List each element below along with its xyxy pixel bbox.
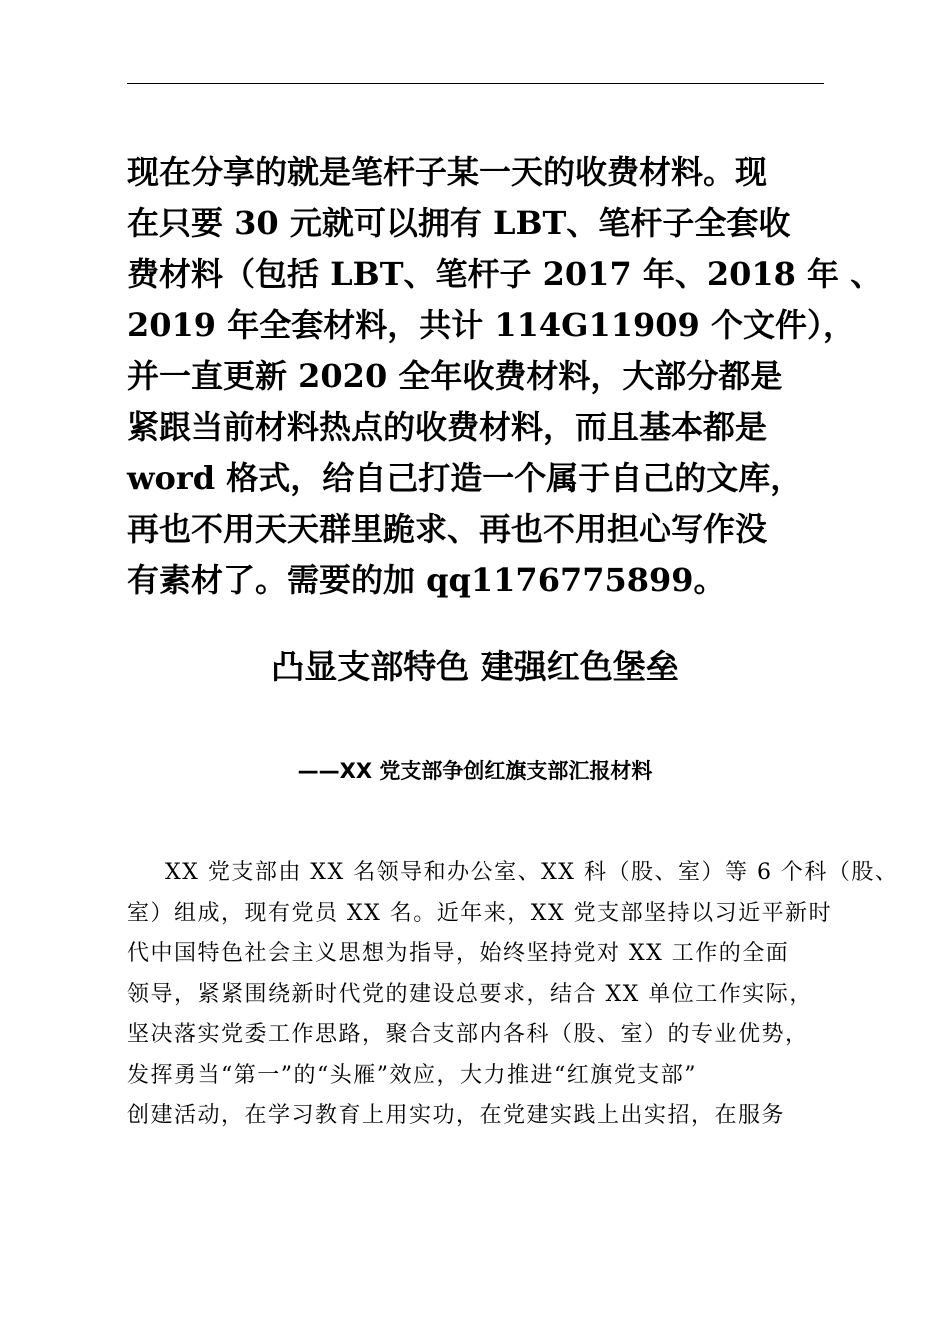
body-line: 代中国特色社会主义思想为指导，始终坚持党对 XX 工作的全面 — [127, 941, 790, 966]
header-rule — [127, 83, 824, 84]
promo-line: 2019 年全套材料，共计 114G11909 个文件）， — [127, 306, 855, 344]
body-line: XX 党支部由 XX 名领导和办公室、XX 科（股、室）等 6 个科（股、 — [165, 860, 899, 885]
promo-line: 紧跟当前材料热点的收费材料，而且基本都是 — [127, 408, 768, 446]
promo-line: 有素材了。需要的加 qq1176775899。 — [127, 561, 726, 599]
document-title: 凸显支部特色 建强红色堡垒 — [271, 647, 679, 686]
promo-line: 在只要 30 元就可以拥有 LBT、笔杆子全套收 — [127, 204, 791, 242]
promo-paragraph — [127, 147, 883, 606]
promo-line: 并一直更新 2020 全年收费材料，大部分都是 — [127, 357, 783, 395]
body-line: 创建活动，在学习教育上用实功，在党建实践上出实招，在服务 — [127, 1103, 786, 1128]
body-paragraph — [127, 853, 899, 1137]
body-line: 领导，紧紧围绕新时代党的建设总要求，结合 XX 单位工作实际， — [127, 981, 813, 1007]
promo-line: 费材料（包括 LBT、笔杆子 2017 年、2018 年 、 — [127, 255, 883, 293]
promo-line: word 格式，给自己打造一个属于自己的文库， — [127, 459, 803, 497]
promo-line: 再也不用天天群里跪求、再也不用担心写作没 — [127, 510, 768, 548]
body-line: 室）组成，现有党员 XX 名。近年来，XX 党支部坚持以习近平新时 — [127, 900, 833, 926]
promo-line: 现在分享的就是笔杆子某一天的收费材料。现 — [127, 153, 768, 191]
document-subtitle: ——XX 党支部争创红旗支部汇报材料 — [297, 759, 653, 783]
body-line: 发挥勇当“第一”的“头雁”效应，大力推进“红旗党支部” — [127, 1062, 697, 1088]
body-line: 坚决落实党委工作思路，聚合支部内各科（股、室）的专业优势， — [127, 1022, 809, 1047]
